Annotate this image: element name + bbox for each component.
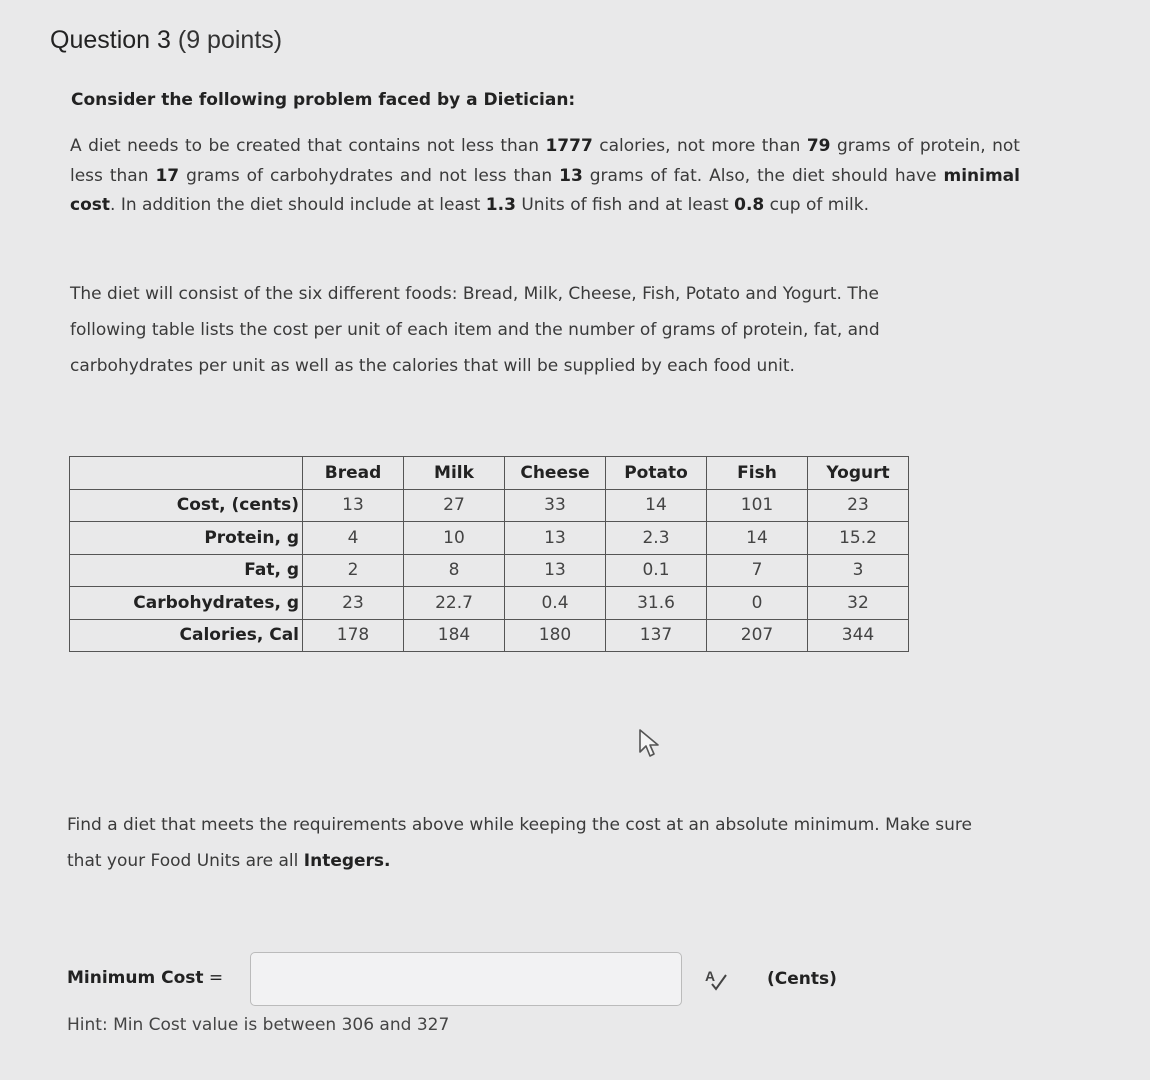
table-cell: 0 bbox=[707, 587, 808, 620]
table-row bbox=[70, 554, 909, 587]
table-cell: 8 bbox=[404, 554, 505, 587]
constraint-segment: 0.8 bbox=[734, 195, 765, 215]
spellcheck-icon[interactable] bbox=[703, 967, 729, 993]
table-cell: 178 bbox=[303, 619, 404, 652]
table-cell: 14 bbox=[707, 522, 808, 555]
table-row bbox=[70, 619, 909, 652]
constraint-segment: 13 bbox=[559, 165, 583, 186]
question-title bbox=[50, 26, 282, 55]
constraint-segment: minimal cost bbox=[70, 165, 1020, 215]
column-header-potato: Potato bbox=[606, 457, 707, 490]
table-cell: 22.7 bbox=[404, 587, 505, 620]
constraint-segment: grams of fat. Also, the diet should have bbox=[582, 165, 944, 186]
constraint-segment: 79 bbox=[806, 136, 831, 156]
minimum-cost-label bbox=[67, 968, 223, 988]
row-header: Fat, g bbox=[70, 554, 303, 587]
table-cell: 207 bbox=[707, 619, 808, 652]
table-row bbox=[70, 489, 909, 522]
question-number: Question 3 bbox=[50, 26, 171, 54]
table-row bbox=[70, 522, 909, 555]
table-cell: 2.3 bbox=[606, 522, 707, 555]
instructions-paragraph bbox=[67, 807, 997, 879]
column-header-bread: Bread bbox=[303, 457, 404, 490]
constraint-segment: 1777 bbox=[545, 136, 593, 156]
table-cell: 13 bbox=[505, 554, 606, 587]
instruction-segment: Find a diet that meets the requirements above while keeping the cost at an absolute minimum. Make sure that your Food Units are all bbox=[67, 815, 972, 871]
mouse-pointer-icon bbox=[638, 728, 662, 760]
row-header: Protein, g bbox=[70, 522, 303, 555]
table-cell: 15.2 bbox=[808, 522, 909, 555]
svg-text:A: A bbox=[705, 968, 716, 984]
table-cell: 184 bbox=[404, 619, 505, 652]
units-label: (Cents) bbox=[767, 969, 837, 989]
table-cell: 7 bbox=[707, 554, 808, 587]
table-cell: 137 bbox=[606, 619, 707, 652]
table-header-row bbox=[70, 457, 909, 490]
row-header: Calories, Cal bbox=[70, 619, 303, 652]
table-cell: 344 bbox=[808, 619, 909, 652]
table-cell: 2 bbox=[303, 554, 404, 587]
table-row bbox=[70, 587, 909, 620]
problem-foods-paragraph: The diet will consist of the six different foods: Bread, Milk, Cheese, Fish, Potato and Yogurt. The following table lists the cost per unit of each item and the number of grams of protein, fat, and carbohydrates per unit as well as the calories that will be supplied by each food unit. bbox=[70, 284, 880, 376]
column-header-yogurt: Yogurt bbox=[808, 457, 909, 490]
problem-constraints-paragraph bbox=[70, 132, 1020, 221]
constraint-segment: . In addition the diet should include at least bbox=[110, 195, 486, 215]
hint-text: Hint: Min Cost value is between 306 and 327 bbox=[67, 1015, 450, 1035]
constraint-segment: grams of protein, not less than bbox=[70, 136, 1020, 186]
constraint-segment: 17 bbox=[155, 165, 180, 186]
table-cell: 0.1 bbox=[606, 554, 707, 587]
table-cell: 33 bbox=[505, 489, 606, 522]
table-cell: 10 bbox=[404, 522, 505, 555]
table-cell: 13 bbox=[303, 489, 404, 522]
question-points: (9 points) bbox=[177, 26, 283, 54]
table-cell: 27 bbox=[404, 489, 505, 522]
problem-heading: Consider the following problem faced by a Dietician: bbox=[71, 90, 576, 110]
table-cell: 13 bbox=[505, 522, 606, 555]
row-header: Cost, (cents) bbox=[70, 489, 303, 522]
table-cell: 31.6 bbox=[606, 587, 707, 620]
constraint-segment: calories, not more than bbox=[592, 136, 807, 156]
table-cell: 0.4 bbox=[505, 587, 606, 620]
table-cell: 101 bbox=[707, 489, 808, 522]
row-header: Carbohydrates, g bbox=[70, 587, 303, 620]
table-cell: 32 bbox=[808, 587, 909, 620]
constraint-segment: cup of milk. bbox=[764, 195, 870, 215]
constraint-segment: A diet needs to be created that contains not less than bbox=[70, 136, 546, 156]
table-cell: 23 bbox=[303, 587, 404, 620]
table-cell: 4 bbox=[303, 522, 404, 555]
column-header-fish: Fish bbox=[707, 457, 808, 490]
instruction-segment: Integers. bbox=[303, 851, 391, 871]
table-cell: 23 bbox=[808, 489, 909, 522]
minimum-cost-label-text: Minimum Cost bbox=[67, 968, 204, 988]
nutrition-table bbox=[69, 456, 909, 652]
constraint-segment: grams of carbohydrates and not less than bbox=[179, 165, 560, 186]
equals-sign: = bbox=[203, 968, 224, 988]
column-header-cheese: Cheese bbox=[505, 457, 606, 490]
table-cell: 14 bbox=[606, 489, 707, 522]
table-corner-cell bbox=[70, 457, 303, 490]
minimum-cost-input[interactable] bbox=[250, 952, 682, 1006]
table-cell: 180 bbox=[505, 619, 606, 652]
table-cell: 3 bbox=[808, 554, 909, 587]
constraint-segment: 1.3 bbox=[485, 195, 516, 215]
column-header-milk: Milk bbox=[404, 457, 505, 490]
constraint-segment: Units of fish and at least bbox=[515, 195, 735, 215]
